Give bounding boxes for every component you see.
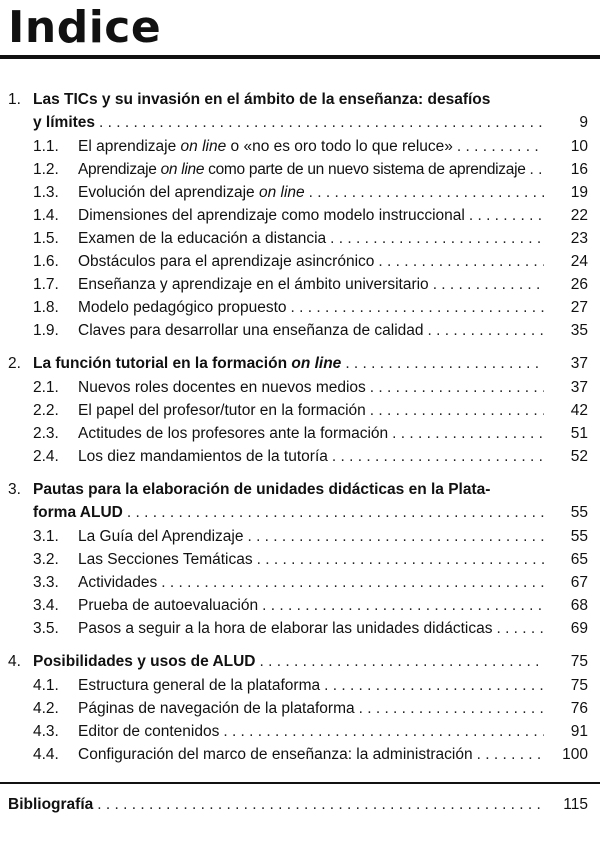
section-title: Dimensiones del aprendizaje como modelo instruccional [78, 207, 465, 224]
dot-leader [260, 650, 544, 673]
chapter-page: 37 [570, 355, 588, 372]
section-title: Enseñanza y aprendizaje en el ámbito universitario [78, 276, 429, 293]
section-number: 4.3. [33, 723, 59, 740]
section-page: 91 [570, 723, 588, 740]
dot-leader [127, 501, 544, 524]
section-number: 3.2. [33, 551, 59, 568]
section-number: 4.2. [33, 700, 59, 717]
section-number: 2.3. [33, 425, 59, 442]
section-page: 69 [570, 620, 588, 637]
section-page: 37 [570, 379, 588, 396]
section-title: El papel del profesor/tutor en la formación [78, 402, 366, 419]
section-4-3[interactable] [0, 720, 600, 743]
page-title: Indice [8, 2, 162, 53]
section-2-2[interactable] [0, 399, 600, 422]
section-number: 1.4. [33, 207, 59, 224]
section-page: 52 [570, 448, 588, 465]
section-page: 35 [570, 322, 588, 339]
chapter-number: 4. [8, 653, 21, 670]
section-title: Nuevos roles docentes en nuevos medios [78, 379, 366, 396]
dot-leader [291, 296, 544, 319]
section-title: Prueba de autoevaluación [78, 597, 259, 614]
section-number: 4.1. [33, 677, 59, 694]
chapter-title: La función tutorial en la formación on line [33, 355, 342, 372]
section-page: 22 [570, 207, 588, 224]
chapter-number: 1. [8, 91, 21, 108]
section-page: 16 [570, 161, 588, 178]
dot-leader [378, 250, 544, 273]
section-1-4[interactable] [0, 204, 600, 227]
section-page: 51 [570, 425, 588, 442]
dot-leader [392, 422, 544, 445]
dot-leader [309, 181, 544, 204]
section-title: Modelo pedagógico propuesto [78, 299, 287, 316]
chapter-page: 9 [579, 114, 588, 131]
section-1-1[interactable] [0, 135, 600, 158]
chapter-number: 3. [8, 481, 21, 498]
section-3-5[interactable] [0, 617, 600, 640]
section-title: Examen de la educación a distancia [78, 230, 327, 247]
section-1-9[interactable] [0, 319, 600, 342]
dot-leader [332, 445, 544, 468]
dot-leader [370, 399, 544, 422]
section-number: 1.8. [33, 299, 59, 316]
dot-leader [247, 525, 544, 548]
dot-leader [262, 594, 544, 617]
dot-leader [161, 571, 544, 594]
bibliography-page: 115 [563, 796, 588, 813]
section-title: Claves para desarrollar una enseñanza de calidad [78, 322, 424, 339]
section-2-4[interactable] [0, 445, 600, 468]
section-title: Estructura general de la plataforma [78, 677, 321, 694]
section-number: 3.3. [33, 574, 59, 591]
section-page: 19 [570, 184, 588, 201]
section-page: 67 [570, 574, 588, 591]
section-1-7[interactable] [0, 273, 600, 296]
dot-leader [99, 111, 544, 134]
section-title: Actitudes de los profesores ante la formación [78, 425, 389, 442]
section-number: 1.7. [33, 276, 59, 293]
section-1-6[interactable] [0, 250, 600, 273]
chapter-1 [0, 88, 600, 342]
chapter-page: 75 [570, 653, 588, 670]
section-page: 100 [562, 746, 588, 763]
bibliography-row[interactable] [0, 793, 600, 816]
dot-leader [257, 548, 544, 571]
section-1-3[interactable] [0, 181, 600, 204]
chapter-2 [0, 352, 600, 468]
dot-leader [223, 720, 544, 743]
chapter-title-line1[interactable]: Las TICs y su invasión en el ámbito de la enseñanza: desafíos [33, 91, 491, 108]
dot-leader [530, 158, 544, 181]
chapter-title-row[interactable] [0, 111, 600, 134]
section-4-4[interactable] [0, 743, 600, 766]
dot-leader [324, 674, 544, 697]
section-title: La Guía del Aprendizaje [78, 528, 244, 545]
section-title: Páginas de navegación de la plataforma [78, 700, 355, 717]
section-number: 1.6. [33, 253, 59, 270]
section-number: 4.4. [33, 746, 59, 763]
chapter-title-row[interactable] [0, 352, 600, 375]
section-number: 1.3. [33, 184, 59, 201]
section-1-8[interactable] [0, 296, 600, 319]
section-title: Las Secciones Temáticas [78, 551, 253, 568]
section-number: 1.1. [33, 138, 59, 155]
bibliography-label: Bibliografía [8, 796, 94, 813]
chapter-number: 2. [8, 355, 21, 372]
chapter-title-line2: y límites [33, 114, 96, 131]
chapter-title-line2: forma ALUD [33, 504, 123, 521]
dot-leader [97, 793, 544, 816]
chapter-3 [0, 478, 600, 640]
bibliography-rule [0, 782, 600, 784]
dot-leader [428, 319, 544, 342]
chapter-title-row[interactable] [0, 650, 600, 673]
section-page: 26 [570, 276, 588, 293]
section-page: 24 [570, 253, 588, 270]
title-rule [0, 55, 600, 59]
chapter-page: 55 [570, 504, 588, 521]
dot-leader [469, 204, 544, 227]
section-number: 3.4. [33, 597, 59, 614]
section-3-2[interactable] [0, 548, 600, 571]
section-3-3[interactable] [0, 571, 600, 594]
section-page: 65 [570, 551, 588, 568]
section-4-2[interactable] [0, 697, 600, 720]
bibliography-entry [0, 793, 600, 816]
section-title: Aprendizaje on line como parte de un nuevo sistema de aprendizaje [78, 161, 526, 178]
chapter-4 [0, 650, 600, 766]
section-page: 75 [570, 677, 588, 694]
section-title: Configuración del marco de enseñanza: la administración [78, 746, 473, 763]
dot-leader [359, 697, 544, 720]
section-number: 1.2. [33, 161, 59, 178]
section-title: Editor de contenidos [78, 723, 220, 740]
section-title: Pasos a seguir a la hora de elaborar las unidades didácticas [78, 620, 493, 637]
section-title: Los diez mandamientos de la tutoría [78, 448, 328, 465]
dot-leader [457, 135, 544, 158]
section-title: Obstáculos para el aprendizaje asincrónico [78, 253, 375, 270]
section-number: 1.9. [33, 322, 59, 339]
dot-leader [330, 227, 544, 250]
chapter-title-row[interactable] [0, 501, 600, 524]
section-page: 10 [570, 138, 588, 155]
section-3-1[interactable] [0, 525, 600, 548]
section-number: 2.4. [33, 448, 59, 465]
dot-leader [496, 617, 544, 640]
section-number: 1.5. [33, 230, 59, 247]
section-4-1[interactable] [0, 674, 600, 697]
chapter-title: Posibilidades y usos de ALUD [33, 653, 256, 670]
section-1-2[interactable] [0, 158, 600, 181]
table-of-contents [0, 88, 600, 776]
dot-leader [370, 376, 544, 399]
section-number: 3.1. [33, 528, 59, 545]
section-number: 3.5. [33, 620, 59, 637]
dot-leader [433, 273, 544, 296]
section-page: 55 [570, 528, 588, 545]
dot-leader [345, 352, 544, 375]
section-number: 2.2. [33, 402, 59, 419]
section-title: El aprendizaje on line o «no es oro todo lo que reluce» [78, 138, 453, 155]
section-page: 76 [570, 700, 588, 717]
chapter-title-line1[interactable]: Pautas para la elaboración de unidades didácticas en la Plata- [33, 481, 491, 498]
section-2-1[interactable] [0, 376, 600, 399]
section-page: 27 [570, 299, 588, 316]
section-1-5[interactable] [0, 227, 600, 250]
section-page: 23 [570, 230, 588, 247]
section-2-3[interactable] [0, 422, 600, 445]
section-number: 2.1. [33, 379, 59, 396]
section-3-4[interactable] [0, 594, 600, 617]
dot-leader [477, 743, 544, 766]
section-title: Evolución del aprendizaje on line [78, 184, 305, 201]
section-page: 68 [570, 597, 588, 614]
section-page: 42 [570, 402, 588, 419]
section-title: Actividades [78, 574, 158, 591]
